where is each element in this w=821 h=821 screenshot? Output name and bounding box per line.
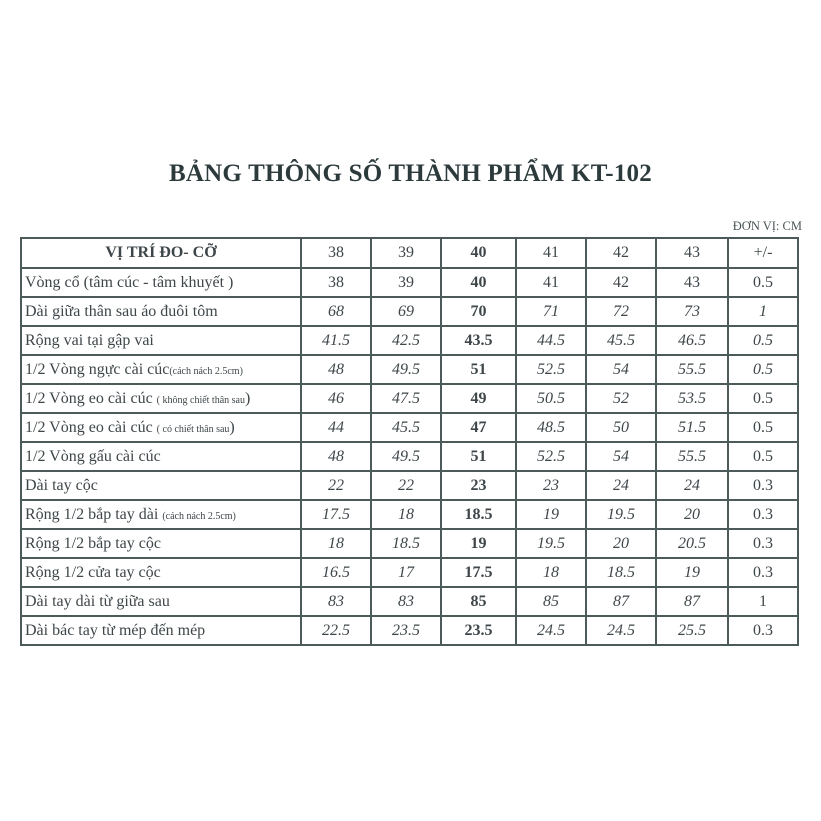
measurement-note: ( có chiết thân sau xyxy=(156,423,230,435)
measurement-label-text: Dài tay cộc xyxy=(25,476,98,494)
table-row xyxy=(21,384,798,413)
size-value-42: 54 xyxy=(586,442,656,471)
table-row xyxy=(21,616,798,645)
size-value-38: 83 xyxy=(301,587,371,616)
table-row xyxy=(21,471,798,500)
size-value-43: 43 xyxy=(656,268,728,297)
table-row xyxy=(21,558,798,587)
tolerance-value: 0.3 xyxy=(728,558,798,587)
measurement-label-text: Dài giữa thân sau áo đuôi tôm xyxy=(25,302,218,320)
tolerance-value: 0.3 xyxy=(728,471,798,500)
measurement-label-text: 1/2 Vòng ngực cài cúc xyxy=(25,360,170,378)
measurement-label-text: 1/2 Vòng gấu cài cúc xyxy=(25,447,161,465)
size-value-42: 52 xyxy=(586,384,656,413)
size-value-39: 49.5 xyxy=(371,355,441,384)
tolerance-value: 0.5 xyxy=(728,413,798,442)
size-value-41: 24.5 xyxy=(516,616,586,645)
measurement-label xyxy=(21,529,301,558)
table-row xyxy=(21,442,798,471)
table-row xyxy=(21,413,798,442)
size-value-38: 38 xyxy=(301,268,371,297)
size-value-42: 54 xyxy=(586,355,656,384)
size-value-40: 17.5 xyxy=(441,558,516,587)
size-value-41: 19 xyxy=(516,500,586,529)
size-value-43: 20.5 xyxy=(656,529,728,558)
measurement-table xyxy=(20,237,799,646)
size-value-41: 44.5 xyxy=(516,326,586,355)
size-value-38: 48 xyxy=(301,355,371,384)
header-size-42: 42 xyxy=(586,238,656,268)
size-value-42: 18.5 xyxy=(586,558,656,587)
size-value-39: 45.5 xyxy=(371,413,441,442)
size-value-40: 51 xyxy=(441,355,516,384)
tolerance-value: 0.5 xyxy=(728,355,798,384)
size-value-39: 49.5 xyxy=(371,442,441,471)
measurement-label xyxy=(21,442,301,471)
measurement-note: ( không chiết thân sau xyxy=(156,394,245,406)
header-size-41: 41 xyxy=(516,238,586,268)
size-value-38: 16.5 xyxy=(301,558,371,587)
size-value-41: 18 xyxy=(516,558,586,587)
size-value-38: 48 xyxy=(301,442,371,471)
tolerance-value: 0.5 xyxy=(728,268,798,297)
size-value-42: 20 xyxy=(586,529,656,558)
measurement-label xyxy=(21,268,301,297)
measurement-label xyxy=(21,500,301,529)
size-value-40: 23 xyxy=(441,471,516,500)
measurement-label-text: Vòng cổ (tâm cúc - tâm khuyết ) xyxy=(25,273,234,291)
measurement-label-text: Rộng vai tại gập vai xyxy=(25,331,154,349)
size-value-41: 71 xyxy=(516,297,586,326)
table-row xyxy=(21,268,798,297)
size-value-40: 43.5 xyxy=(441,326,516,355)
table-row xyxy=(21,587,798,616)
size-value-39: 83 xyxy=(371,587,441,616)
size-value-42: 24 xyxy=(586,471,656,500)
size-value-43: 55.5 xyxy=(656,355,728,384)
size-value-38: 44 xyxy=(301,413,371,442)
measurement-label xyxy=(21,384,301,413)
size-value-42: 72 xyxy=(586,297,656,326)
table-row xyxy=(21,326,798,355)
measurement-label xyxy=(21,297,301,326)
measurement-label-text: 1/2 Vòng eo cài cúc xyxy=(25,418,157,436)
measurement-note: (cách nách 2.5cm) xyxy=(162,510,236,522)
measurement-label-text: Dài bác tay từ mép đến mép xyxy=(25,621,206,639)
size-value-42: 87 xyxy=(586,587,656,616)
size-value-40: 47 xyxy=(441,413,516,442)
measurement-note: (cách nách 2.5cm) xyxy=(169,365,243,377)
size-value-43: 55.5 xyxy=(656,442,728,471)
table-row xyxy=(21,500,798,529)
size-value-42: 24.5 xyxy=(586,616,656,645)
size-value-40: 19 xyxy=(441,529,516,558)
measurement-label-text: Rộng 1/2 bắp tay cộc xyxy=(25,534,161,552)
measurement-label xyxy=(21,616,301,645)
size-value-39: 69 xyxy=(371,297,441,326)
measurement-label xyxy=(21,413,301,442)
measurement-label-text: Dài tay dài từ giữa sau xyxy=(25,592,170,610)
measurement-label-end: ) xyxy=(244,389,251,407)
tolerance-value: 0.5 xyxy=(728,384,798,413)
header-position-size: VỊ TRÍ ĐO- CỠ xyxy=(21,238,301,268)
size-value-40: 70 xyxy=(441,297,516,326)
size-value-40: 51 xyxy=(441,442,516,471)
size-value-43: 25.5 xyxy=(656,616,728,645)
size-value-39: 39 xyxy=(371,268,441,297)
size-value-38: 41.5 xyxy=(301,326,371,355)
size-value-43: 87 xyxy=(656,587,728,616)
tolerance-value: 1 xyxy=(728,297,798,326)
tolerance-value: 0.5 xyxy=(728,442,798,471)
header-size-39: 39 xyxy=(371,238,441,268)
measurement-label-text: Rộng 1/2 cửa tay cộc xyxy=(25,563,161,581)
size-value-40: 49 xyxy=(441,384,516,413)
measurement-label-text: Rộng 1/2 bắp tay dài xyxy=(25,505,163,523)
size-value-38: 46 xyxy=(301,384,371,413)
size-value-41: 85 xyxy=(516,587,586,616)
size-value-43: 53.5 xyxy=(656,384,728,413)
tolerance-value: 1 xyxy=(728,587,798,616)
size-value-40: 85 xyxy=(441,587,516,616)
tolerance-value: 0.5 xyxy=(728,326,798,355)
size-value-41: 52.5 xyxy=(516,355,586,384)
header-size-43: 43 xyxy=(656,238,728,268)
size-value-41: 50.5 xyxy=(516,384,586,413)
unit-label: ĐƠN VỊ: CM xyxy=(732,219,802,233)
measurement-label-text: 1/2 Vòng eo cài cúc xyxy=(25,389,157,407)
size-value-42: 50 xyxy=(586,413,656,442)
size-value-40: 18.5 xyxy=(441,500,516,529)
size-value-41: 48.5 xyxy=(516,413,586,442)
size-value-38: 68 xyxy=(301,297,371,326)
tolerance-value: 0.3 xyxy=(728,529,798,558)
size-value-40: 40 xyxy=(441,268,516,297)
size-value-43: 19 xyxy=(656,558,728,587)
measurement-label-end: ) xyxy=(229,418,235,436)
size-value-43: 46.5 xyxy=(656,326,728,355)
size-value-42: 45.5 xyxy=(586,326,656,355)
measurement-label xyxy=(21,326,301,355)
measurement-label xyxy=(21,355,301,384)
size-value-39: 18.5 xyxy=(371,529,441,558)
size-value-42: 19.5 xyxy=(586,500,656,529)
header-tolerance: +/- xyxy=(728,238,798,268)
header-size-38: 38 xyxy=(301,238,371,268)
size-value-39: 23.5 xyxy=(371,616,441,645)
table-row xyxy=(21,297,798,326)
size-value-38: 18 xyxy=(301,529,371,558)
size-value-42: 42 xyxy=(586,268,656,297)
size-value-43: 20 xyxy=(656,500,728,529)
size-value-39: 22 xyxy=(371,471,441,500)
size-value-41: 52.5 xyxy=(516,442,586,471)
size-value-38: 17.5 xyxy=(301,500,371,529)
size-value-43: 73 xyxy=(656,297,728,326)
document-title: BẢNG THÔNG SỐ THÀNH PHẨM KT-102 xyxy=(169,160,652,187)
size-value-40: 23.5 xyxy=(441,616,516,645)
size-value-43: 24 xyxy=(656,471,728,500)
size-value-39: 18 xyxy=(371,500,441,529)
size-value-41: 23 xyxy=(516,471,586,500)
size-value-39: 42.5 xyxy=(371,326,441,355)
size-value-41: 19.5 xyxy=(516,529,586,558)
tolerance-value: 0.3 xyxy=(728,616,798,645)
header-size-40: 40 xyxy=(441,238,516,268)
measurement-label xyxy=(21,558,301,587)
size-value-38: 22 xyxy=(301,471,371,500)
measurement-label xyxy=(21,471,301,500)
size-value-38: 22.5 xyxy=(301,616,371,645)
table-row xyxy=(21,529,798,558)
size-value-43: 51.5 xyxy=(656,413,728,442)
table-row xyxy=(21,355,798,384)
size-value-41: 41 xyxy=(516,268,586,297)
tolerance-value: 0.3 xyxy=(728,500,798,529)
size-value-39: 47.5 xyxy=(371,384,441,413)
measurement-label xyxy=(21,587,301,616)
table-header-row xyxy=(21,238,798,268)
size-value-39: 17 xyxy=(371,558,441,587)
